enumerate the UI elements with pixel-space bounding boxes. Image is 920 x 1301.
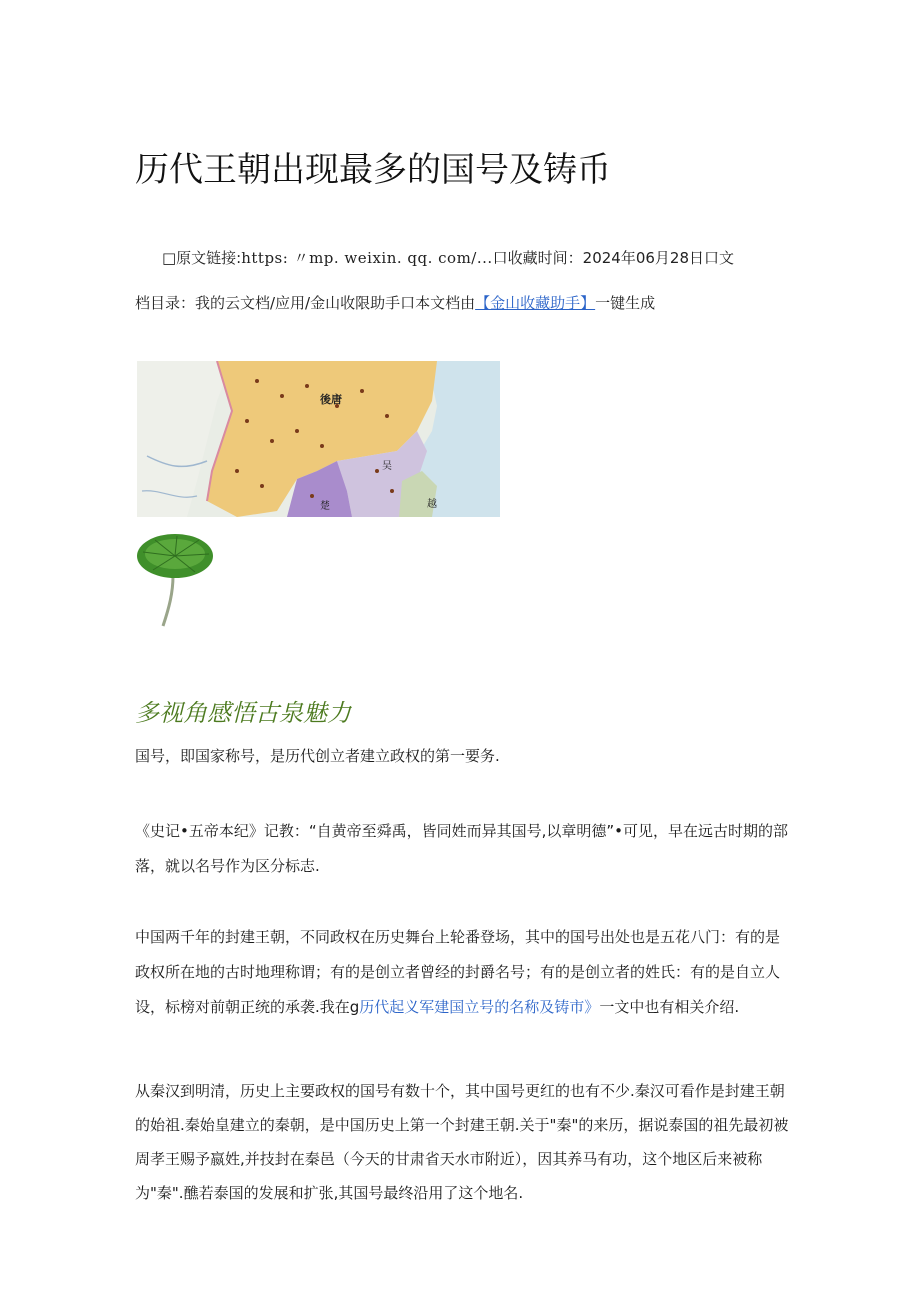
map-graphic <box>137 361 500 517</box>
map-label-wu: 吴 <box>382 461 392 472</box>
related-article-link[interactable]: 历代起义军建国立号的名称及铸市》 <box>359 998 600 1016</box>
source-link-label: □原文链接: <box>162 249 242 267</box>
map-label-chu: 楚 <box>320 501 330 512</box>
paragraph-4: 从秦汉到明清，历史上主要政权的国号有数十个，其中国号更红的也有不少.秦汉可看作是封建王朝的始祖.秦始皇建立的秦朝，是中国历史上第一个封建王朝.关于"秦"的来历，据说泰国的祖先最初被周孝王赐予嬴姓,并技封在秦邑（今天的甘肃省天水市附近），因其养马有功，这个地区后来被称为"秦".醮若泰国的发展和扩张,其国号最终沿用了这个地名. <box>135 1082 789 1202</box>
section-heading: 多视角感悟古泉魅力 <box>135 699 351 727</box>
map-label-houtang: 後唐 <box>320 393 342 406</box>
meta-line-2 <box>135 292 655 313</box>
generated-note: 一键生成 <box>595 294 656 312</box>
document-title: 历代王朝出现最多的国号及铸币 <box>135 150 611 190</box>
saved-time: 口收藏时间：2024年06月28日口文 <box>492 249 735 267</box>
map-label-yue: 越 <box>427 499 437 510</box>
meta-line-1 <box>162 247 734 268</box>
source-url[interactable]: https: 〃mp. weixin. qq. com/... <box>241 249 493 267</box>
helper-link[interactable]: 【金山收藏助手】 <box>475 294 596 312</box>
paragraph-3 <box>135 920 790 1025</box>
doc-folder-path: 档目录：我的云文档/应用/金山收限助手口本文档由 <box>135 294 476 312</box>
paragraph-1: 国号，即国家称号，是历代创立者建立政权的第一要务. <box>135 747 500 765</box>
lotus-leaf-image <box>135 528 215 628</box>
paragraph-3-text-b: 一文中也有相关介绍. <box>599 998 740 1016</box>
paragraph-2: 《史记•五帝本纪》记教：“自黄帝至舜禹，皆同姓而异其国号,以章明德”•可见，早在远古时期的部落，就以名号作为区分标志. <box>135 822 789 875</box>
historical-map-image <box>137 361 500 517</box>
lotus-leaf-graphic <box>135 528 215 628</box>
paragraph-3-text-a: 中国两千年的封建王朝，不同政权在历史舞台上轮番登场，其中的国号出处也是五花八门：有的是政权所在地的古时地理称谓；有的是创立者曾经的封爵名号；有的是创立者的姓氏：有的是自立人设，标榜对前朝正统的承袭.我在g <box>135 928 781 1016</box>
